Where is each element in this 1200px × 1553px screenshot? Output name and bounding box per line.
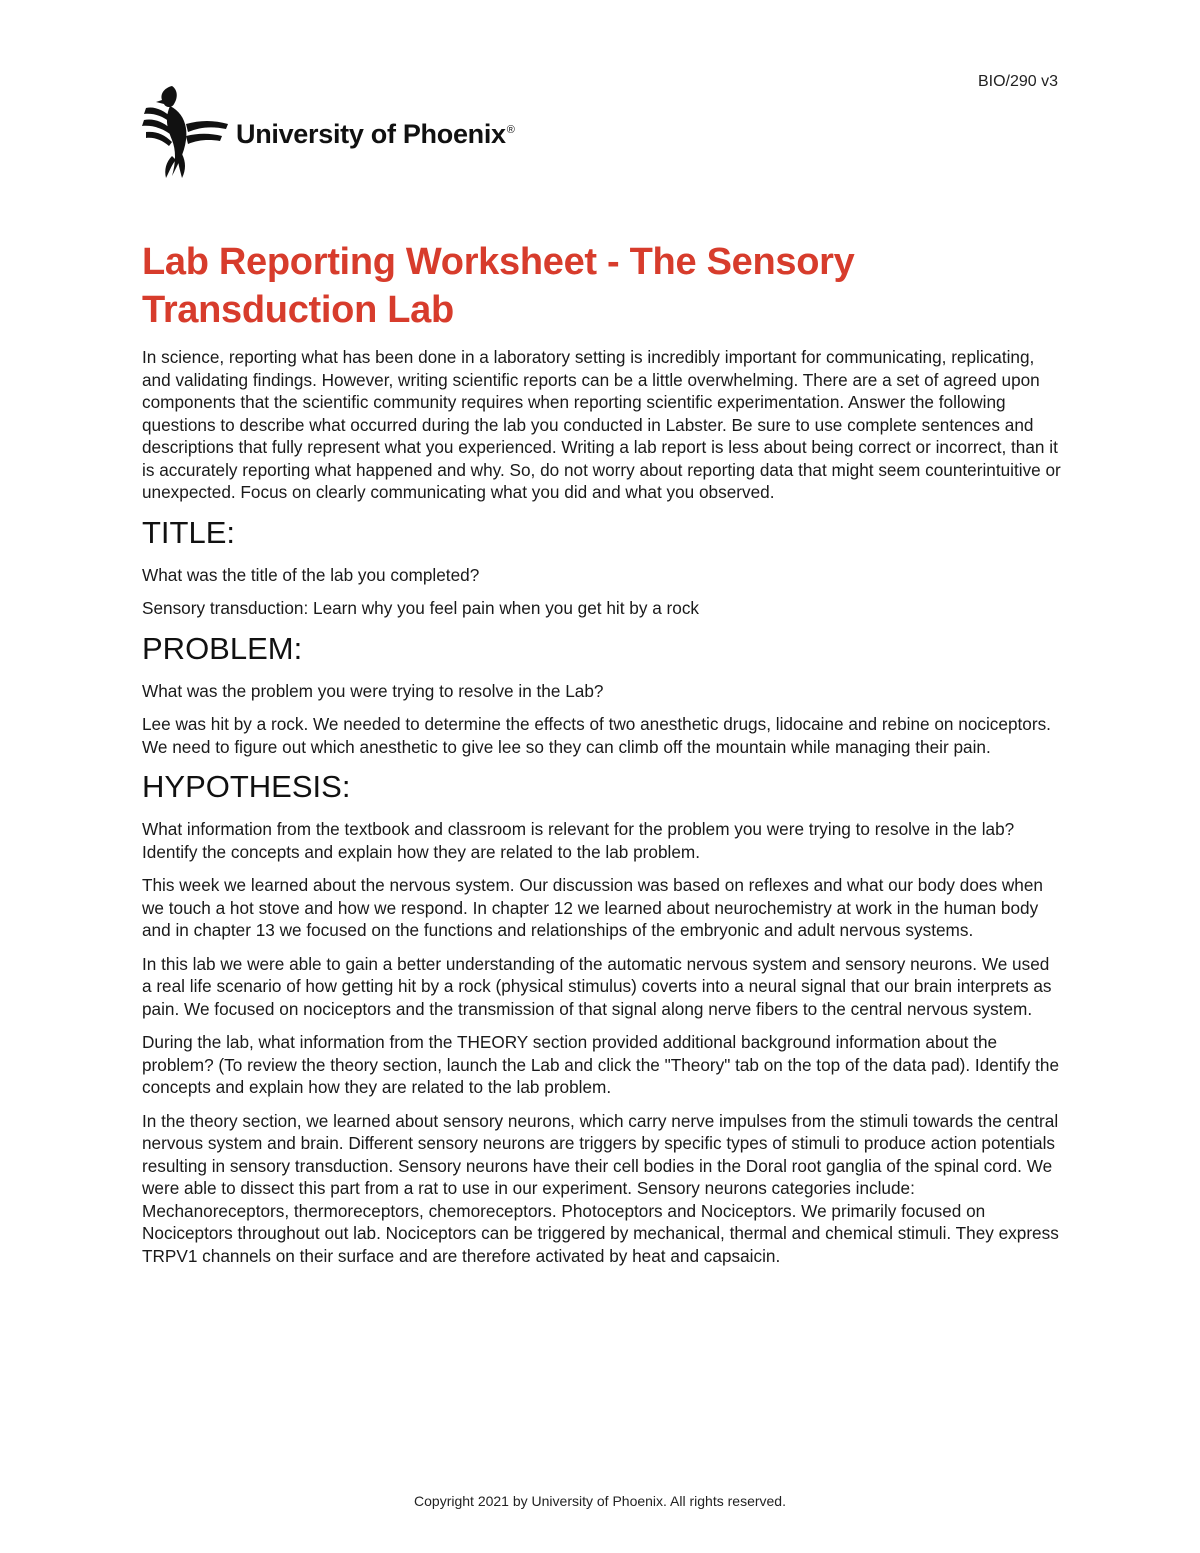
section-heading-title: TITLE: <box>142 514 236 550</box>
section-heading-problem: PROBLEM: <box>142 630 303 666</box>
title-answer: Sensory transduction: Learn why you feel pain when you get hit by a rock <box>142 598 700 618</box>
title-question: What was the title of the lab you completed? <box>142 564 480 585</box>
hypothesis-answer-theory: In the theory section, we learned about sensory neurons, which carry nerve impulses from the stimuli towards the central nervous system and brain. Different sensory neurons are triggers by specific types of stimuli to produce action potentials resulting in sensory transduction. Sensory neurons have their cell bodies in the Doral root ganglia of the spinal cord. We were able to dissect this part from a rat to use in our experiment. Sensory neurons categories include: Mechanoreceptors, thermoreceptors, chemoreceptors. Photoceptors and Nociceptors. We primarily focused on Nociceptors throughout out lab. Nociceptors can be triggered by mechanical, thermal and chemical stimuli. They express TRPV1 channels on their surface and are therefore activated by heat and capsaicin. <box>142 1110 1059 1266</box>
hypothesis-question-textbook: What information from the textbook and classroom is relevant for the problem you were trying to resolve in the lab? Identify the concepts and explain how they are related to the lab problem. <box>142 819 1015 862</box>
registered-mark: ® <box>506 123 515 136</box>
copyright-footer: Copyright 2021 by University of Phoenix. All rights reserved. <box>414 1493 786 1509</box>
intro-paragraph: In science, reporting what has been done in a laboratory setting is incredibly important for communicating, replicating, and validating findings. However, writing scientific reports can be a little overwhelming. There are a set of agreed upon components that the scientific community requires when reporting scientific experimentation. Answer the following questions to describe what occurred during the lab you conducted in Labster. Be sure to use complete sentences and descriptions that fully represent what you experienced. Writing a lab report is less about being correct or incorrect, than it is accurately reporting what happened and why. So, do not worry about reporting data that might seem counterintuitive or unexpected. Focus on clearly communicating what you did and what you observed. <box>142 347 1061 502</box>
course-code: BIO/290 v3 <box>977 73 1058 90</box>
logo-wordmark: University of Phoenix® <box>236 118 515 149</box>
page-title: Lab Reporting Worksheet - The Sensory Transduction Lab <box>142 241 855 331</box>
university-logo <box>142 84 515 180</box>
phoenix-bird-icon <box>142 84 230 180</box>
problem-question: What was the problem you were trying to resolve in the Lab? <box>142 680 604 701</box>
hypothesis-question-theory: During the lab, what information from the THEORY section provided additional background information about the problem? (To review the theory section, launch the Lab and click the "Theory" tab on the top of the data pad). Identify the concepts and explain how they are related to the lab problem. <box>142 1032 1060 1097</box>
hypothesis-answer-textbook-2: In this lab we were able to gain a better understanding of the automatic nervous system and sensory neurons. We used a real life scenario of how getting hit by a rock (physical stimulus) coverts into a neural signal that our brain interprets as pain. We focused on nociceptors and the transmission of that signal along nerve fibers to the central nervous system. <box>142 953 1052 1019</box>
section-heading-hypothesis: HYPOTHESIS: <box>142 769 351 804</box>
worksheet-body <box>142 238 1062 1278</box>
problem-answer: Lee was hit by a rock. We needed to determine the effects of two anesthetic drugs, lidocaine and rebine on nociceptors. We need to figure out which anesthetic to give lee so they can climb off the mountain while managing their pain. <box>142 714 1051 757</box>
hypothesis-answer-textbook-1: This week we learned about the nervous system. Our discussion was based on reflexes and what our body does when we touch a hot stove and how we respond. In chapter 12 we learned about neurochemistry at work in the human body and in chapter 13 we focused on the functions and relationships of the embryonic and adult nervous systems. <box>142 875 1043 940</box>
